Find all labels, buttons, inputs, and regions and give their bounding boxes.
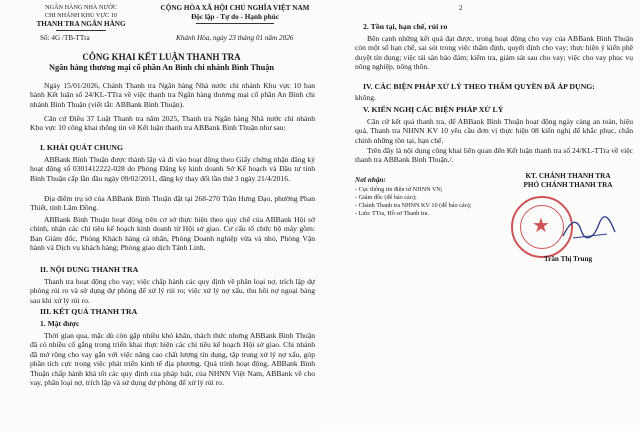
doc-subtitle: Ngân hàng thương mại cổ phần An Bình chi nhánh Bình Thuận <box>48 63 274 72</box>
date-place: Khánh Hòa, ngày 23 tháng 01 năm 2026 <box>176 34 294 42</box>
intro-paragraph-2: Căn cứ Điều 37 Luật Thanh tra năm 2025, Thanh tra Ngân hàng Nhà nước chi nhánh Khu vực 10 công khai thông tin về Kết luận thanh tra ABBank Bình Thuận như sau: <box>30 114 315 133</box>
section-3-heading: III. KẾT QUẢ THANH TRA <box>40 307 138 316</box>
org-line-3: THANH TRA NGÂN HÀNG <box>36 20 126 28</box>
recipient-item: - Chánh Thanh tra NHNN KV 10 (để báo cáo); <box>355 202 472 209</box>
document-page-2 <box>323 0 640 431</box>
closing-paragraph: Trên đây là nội dung công khai liên quan đến Kết luận thanh tra số 24/KL-TTra về việc thanh tra ABBank Bình Thuận./. <box>355 146 633 165</box>
doc-number: Số: 4G /TB-TTra <box>40 34 90 42</box>
section-1-paragraph-1: ABBank Bình Thuận được thành lập và đi vào hoạt động theo Giấy chứng nhận đăng ký hoạt động số 0301412222-028 do Phòng Đăng ký kinh doanh Sở Kế hoạch và Đầu tư tỉnh Bình Thuận cấp lần đầu ngày 09/02/2011, đăng ký thay đổi lần thứ 3 ngày 21/4/2016. <box>30 155 315 183</box>
section-1-heading: I. KHÁI QUÁT CHUNG <box>40 143 124 152</box>
org-line-2: CHI NHÁNH KHU VỰC 10 <box>44 12 118 19</box>
doc-title: CÔNG KHAI KẾT LUẬN THANH TRA <box>82 52 241 62</box>
page-number: 2 <box>459 4 463 12</box>
recipient-item: - Cục thông tin điện tử NHNN VN; <box>355 186 443 193</box>
section-4-value: không. <box>355 93 376 102</box>
recipient-item: - Giám đốc (để báo cáo); <box>355 194 417 201</box>
nation-line-1: CỘNG HÒA XÃ HỘI CHỦ NGHĨA VIỆT NAM <box>160 4 310 12</box>
recommendation-paragraph: Căn cứ kết quả thanh tra, để ABBank Bình Thuận hoạt động ngày càng an toàn, hiệu quả, Thanh tra NHNN KV 10 yêu cầu đơn vị thực hiện 08 kiến nghị để khắc phục, chấn chỉnh những tồn tại, hạn chế. <box>355 117 633 145</box>
section-2-paragraph: Thanh tra hoạt động cho vay; việc chấp hành các quy định về phân loại nợ, trích lập dự phòng rủi ro và sử dụng dự phòng để xử lý rủi ro; việc xử lý nợ xấu, thu hồi nợ ngoại bảng sau khi xử lý rủi ro. <box>30 277 315 305</box>
section-2-sub-heading: 2. Tồn tại, hạn chế, rủi ro <box>363 22 448 31</box>
limitations-paragraph: Bên cạnh những kết quả đạt được, trong hoạt động cho vay của ABBank Bình Thuận còn một số hạn chế, sai sót trong việc thẩm định, quyết định cho vay; thực hiện ý kiến phê duyệt tín dụng; việc tái sàn bảo đảm; kiểm tra, giám sát sau cho vay; việc cho vay phục vụ nông nghiệp, nông thôn. <box>355 34 633 72</box>
signer-title-2: PHÓ CHÁNH THANH TRA <box>523 181 613 189</box>
section-2-heading: II. NỘI DUNG THANH TRA <box>40 265 139 274</box>
recipient-item: - Lưu: TTra, Hồ sơ Thanh tra. <box>355 210 429 217</box>
section-3-subheading: 1. Mặt được <box>40 319 80 328</box>
org-underline <box>56 30 106 31</box>
section-1-paragraph-2: Địa điểm trụ sở của ABBank Bình Thuận đặt tại 268-270 Trần Hưng Đạo, phường Phan Thiết, tỉnh Lâm Đồng. <box>30 194 315 213</box>
section-3-paragraph: Thời gian qua, mặc dù còn gặp nhiều khó khăn, thách thức nhưng ABBank Bình Thuận đã có nhiều cố gắng trong triển khai thực hiện các chỉ tiêu kế hoạch Hội sở giao. Chi nhánh đã mở rộng cho vay gắn với việc nâng cao chất lượng tín dụng, tập trung xử lý nợ xấu, góp phần tích cực trong việc phát triển kinh tế địa phương. Quá trình hoạt động, ABBank Bình Thuận chấp hành khá tốt các quy định của pháp luật, của NHNN Việt Nam, ABBank về cho vay, phân loại nợ, trích lập và sử dụng dự phòng để xử lý rủi ro. <box>30 331 315 388</box>
recipients-label: Nơi nhận: <box>355 176 386 184</box>
official-seal: ★ <box>511 196 573 258</box>
intro-paragraph-1: Ngày 15/01/2026, Chánh Thanh tra Ngân hàng Nhà nước chi nhánh Khu vực 10 ban hành Kết luận số 24/KL-TTra về việc thanh tra Ngân hàng thương mại cổ phần An Bình chi nhánh Bình Thuận (viết tắt: ABBank Bình Thuận). <box>30 81 315 109</box>
nation-underline <box>196 23 274 24</box>
section-5-heading: V. KIẾN NGHỊ CÁC BIỆN PHÁP XỬ LÝ <box>363 105 504 114</box>
signer-title-1: KT. CHÁNH THANH TRA <box>525 172 611 180</box>
nation-line-2: Độc lập - Tự do - Hạnh phúc <box>191 13 279 21</box>
section-4-heading: IV. CÁC BIỆN PHÁP XỬ LÝ THEO THẨM QUYỀN ĐÃ ÁP DỤNG: <box>363 82 595 91</box>
org-line-1: NGÂN HÀNG NHÀ NƯỚC <box>45 4 117 11</box>
section-1-paragraph-3: ABBank Bình Thuận hoạt động trên cơ sở thực hiện theo quy chế của ABBank Hội sở chính, nhận các chỉ tiêu kế hoạch kinh doanh từ Hội sở giao. Cơ cấu tổ chức bộ máy gồm: Ban Giám đốc, Phòng Khách hàng cá nhân, Phòng Doanh nghiệp vừa và nhỏ, Phòng Vận hành và Dịch vụ khách hàng; Phòng giao dịch Tánh Linh. <box>30 215 315 253</box>
signature-mark <box>559 214 619 244</box>
signer-name: Trần Thị Trung <box>543 255 593 263</box>
